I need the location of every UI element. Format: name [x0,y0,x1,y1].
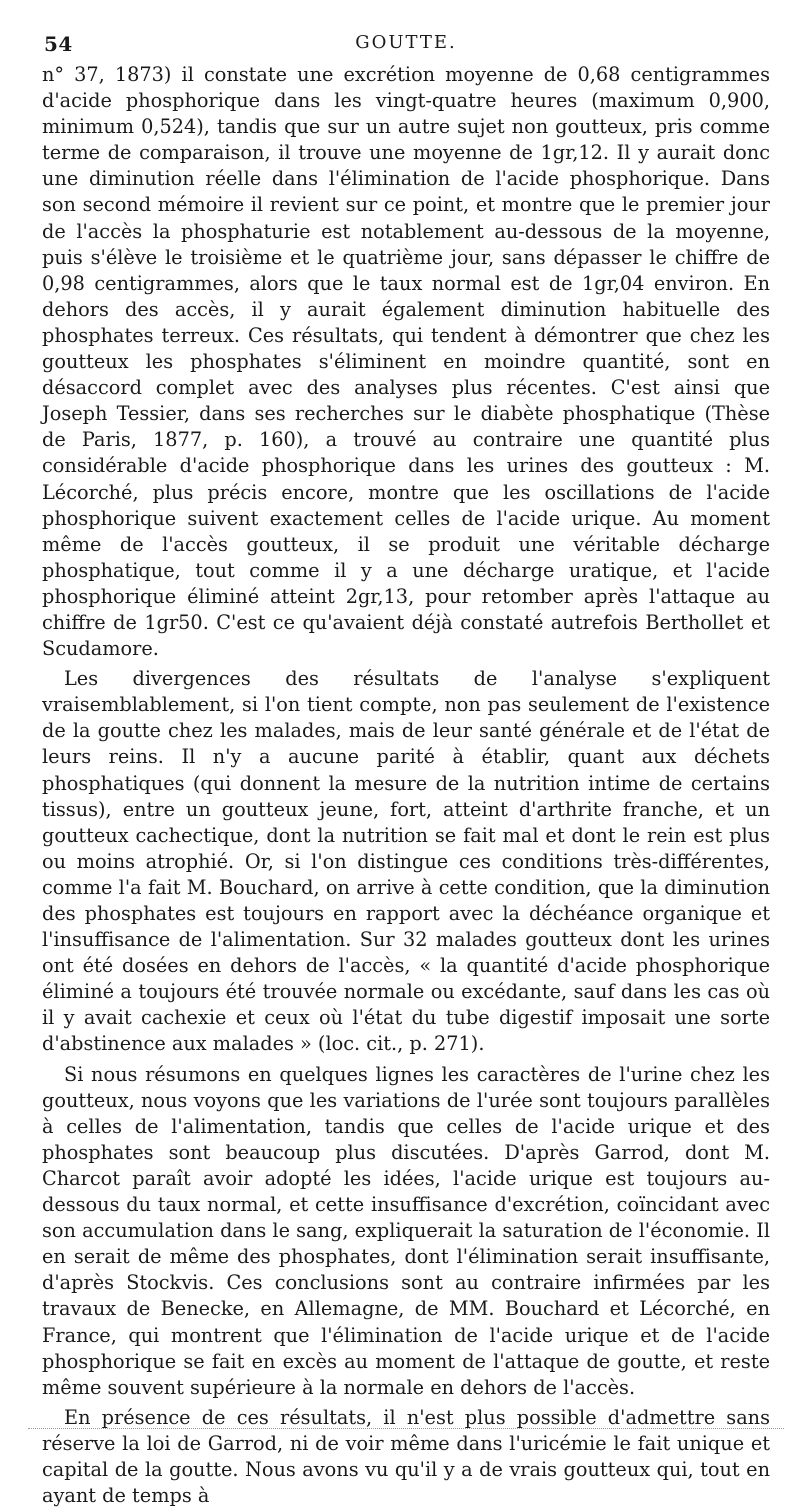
page-footer-rule [28,1428,784,1429]
book-page [42,0,770,1508]
paragraph-urine-summary: Si nous résumons en quelques lignes les caractères de l'urine chez les goutteux, nous voyons que les variations de l'urée sont toujours parallèles à celles de l'alimentation, tandis que celles de l'acide urique et des phosphates sont beaucoup plus discutées. D'après Garrod, dont M. Charcot paraît avoir adopté les idées, l'acide urique est toujours au-dessous du taux normal, et cette insuffisance d'excrétion, coïncidant avec son accumulation dans le sang, expliquerait la saturation de l'économie. Il en serait de même des phosphates, dont l'élimination serait insuffisante, d'après Stockvis. Ces conclusions sont au contraire infirmées par les travaux de Benecke, en Allemagne, de MM. Bouchard et Lécorché, en France, qui montrent que l'élimination de l'acide urique et de l'acide phosphorique se fait en excès au moment de l'attaque de goutte, et reste même souvent supérieure à la normale en dehors de l'accès. [42,1062,770,1399]
page-number: 54 [44,32,73,56]
page-body [42,62,770,1509]
paragraph-divergence-of-results: Les divergences des résultats de l'analyse s'expliquent vraisemblablement, si l'on tient compte, non pas seulement de l'existence de la goutte chez les malades, mais de leur santé générale et de l'état de leurs reins. Il n'y a aucune parité à établir, quant aux déchets phosphatiques (qui donnent la mesure de la nutrition intime de certains tissus), entre un goutteux jeune, fort, atteint d'arthrite franche, et un goutteux cachectique, dont la nutrition se fait mal et dont le rein est plus ou moins atrophié. Or, si l'on distingue ces conditions très-différentes, comme l'a fait M. Bouchard, on arrive à cette condition, que la diminution des phosphates est toujours en rapport avec la déchéance organique et l'insuffisance de l'alimentation. Sur 32 malades goutteux dont les urines ont été dosées en dehors de l'accès, « la quantité d'acide phosphorique éliminé a toujours été trouvée normale ou excédante, sauf dans les cas où il y avait cachexie et ceux où l'état du tube digestif imposait une sorte d'abstinence aux malades » (loc. cit., p. 271). [42,667,770,1056]
paragraph-phosphoric-acid-measurements: n° 37, 1873) il constate une excrétion moyenne de 0,68 centigrammes d'acide phosphorique dans les vingt-quatre heures (maximum 0,900, minimum 0,524), tandis que sur un autre sujet non goutteux, pris comme terme de comparaison, il trouve une moyenne de 1gr,12. Il y aurait donc une diminution réelle dans l'élimination de l'acide phosphorique. Dans son second mémoire il revient sur ce point, et montre que le premier jour de l'accès la phosphaturie est notablement au-dessous de la moyenne, puis s'élève le troisième et le quatrième jour, sans dépasser le chiffre de 0,98 centigrammes, alors que le taux normal est de 1gr,04 environ. En dehors des accès, il y aurait également diminution habituelle des phosphates terreux. Ces résultats, qui tendent à démontrer que chez les goutteux les phosphates s'éliminent en moindre quantité, sont en désaccord complet avec des analyses plus récentes. C'est ainsi que Joseph Tessier, dans ses recherches sur le diabète phosphatique (Thèse de Paris, 1877, p. 160), a trouvé au contraire une quantité plus considérable d'acide phosphorique dans les urines des goutteux : M. Lécorché, plus précis encore, montre que les oscillations de l'acide phosphorique suivent exactement celles de l'acide urique. Au moment même de l'accès goutteux, il se produit une véritable décharge phosphatique, tout comme il y a une décharge uratique, et l'acide phosphorique éliminé atteint 2gr,13, pour retomber après l'attaque au chiffre de 1gr50. C'est ce qu'avaient déjà constaté autrefois Berthollet et Scudamore. [42,63,770,661]
paragraph-garrod-law: En présence de ces résultats, il n'est plus possible d'admettre sans réserve la loi de Garrod, ni de voir même dans l'uricémie le fait unique et capital de la goutte. Nous avons vu qu'il y a de vrais goutteux qui, tout en ayant de temps à [42,1405,770,1508]
running-title: GOUTTE. [355,32,457,53]
page-header [42,0,770,62]
